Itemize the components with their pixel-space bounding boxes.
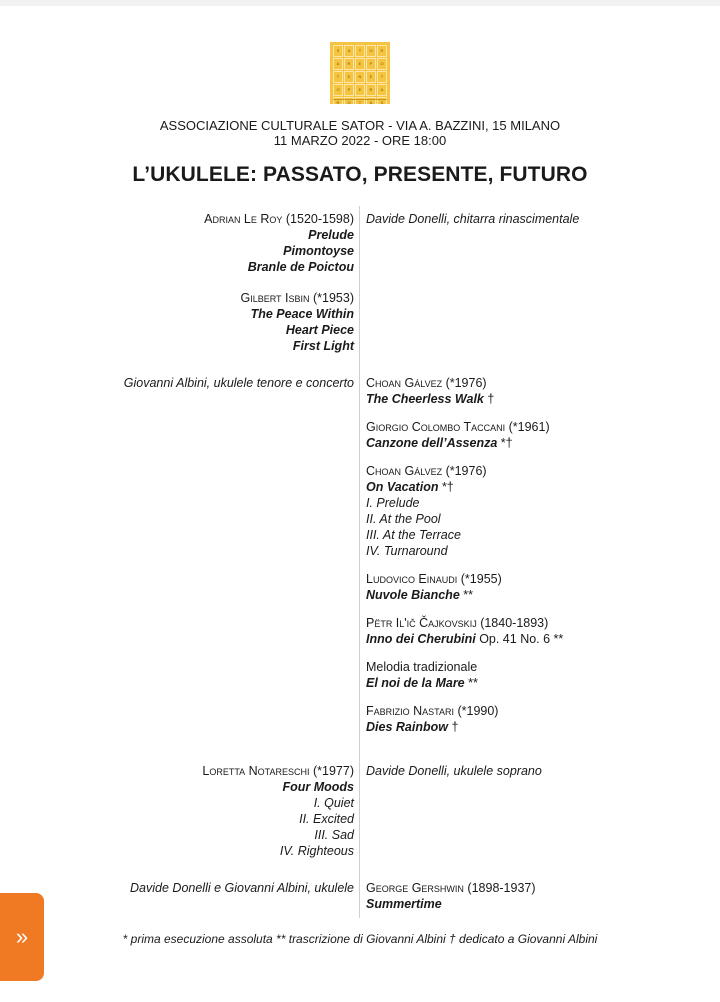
logo-cell: R xyxy=(333,97,343,109)
composer-block xyxy=(366,703,563,735)
composer-name: Fabrizio Nastari xyxy=(366,704,454,718)
composer-block xyxy=(366,419,563,451)
logo-cell: O xyxy=(344,97,354,109)
composer-name: Giorgio Colombo Taccani xyxy=(366,420,506,434)
logo-cell: R xyxy=(344,58,354,70)
piece-suffix: *† xyxy=(438,480,454,494)
section1-left xyxy=(204,211,354,354)
logo-cell: O xyxy=(366,45,376,57)
logo-cell: E xyxy=(366,71,376,83)
double-chevron-right-icon: » xyxy=(15,924,29,949)
section2-performer: Giovanni Albini, ukulele tenore e concerto xyxy=(123,376,354,390)
piece-suffix: ** xyxy=(464,676,478,690)
logo-cell: A xyxy=(366,97,376,109)
composer-dates: (*1961) xyxy=(508,420,550,434)
logo-cell: O xyxy=(333,84,343,96)
logo-cell: E xyxy=(355,58,365,70)
top-strip xyxy=(0,0,720,6)
composer-name: Ludovico Einaudi xyxy=(366,572,458,586)
movement: II. Excited xyxy=(299,812,354,826)
logo-cell: T xyxy=(333,71,343,83)
piece-title: Pimontoyse xyxy=(283,244,354,258)
logo-cell: P xyxy=(366,58,376,70)
piece-title: First Light xyxy=(292,339,354,353)
piece-title: Four Moods xyxy=(282,780,354,794)
composer-dates: (1520-1598) xyxy=(285,212,354,226)
movement: IV. Turnaround xyxy=(366,544,448,558)
piece-suffix: Op. 41 No. 6 ** xyxy=(475,632,564,646)
movement: I. Prelude xyxy=(366,496,420,510)
composer-block xyxy=(366,463,563,559)
composer-dates: (*1953) xyxy=(313,291,354,305)
logo-cell: P xyxy=(344,84,354,96)
piece-title: On Vacation xyxy=(366,480,439,494)
logo-cell: R xyxy=(377,45,387,57)
section4-right xyxy=(366,880,536,912)
composer-block xyxy=(366,615,563,647)
sator-logo xyxy=(330,42,390,104)
piece-title: The Cheerless Walk xyxy=(366,392,484,406)
composer-dates: (*1976) xyxy=(445,376,487,390)
concert-title: L’UKULELE: PASSATO, PRESENTE, FUTURO xyxy=(132,163,588,186)
movement: III. Sad xyxy=(314,828,354,842)
section4-performer: Davide Donelli e Giovanni Albini, ukulele xyxy=(130,881,354,895)
composer-dates: (*1976) xyxy=(445,464,487,478)
logo-cell: O xyxy=(377,58,387,70)
next-page-button[interactable] xyxy=(0,893,44,981)
composer-name-plain: Melodia tradizionale xyxy=(366,660,478,674)
composer-block xyxy=(204,290,354,354)
piece-suffix: † xyxy=(447,720,459,734)
composer-name: Gilbert Isbin xyxy=(240,291,310,305)
logo-cell: T xyxy=(355,97,365,109)
logo-cell: S xyxy=(333,45,343,57)
movement: I. Quiet xyxy=(313,796,354,810)
logo-cell: S xyxy=(377,97,387,109)
composer-name: Loretta Notareschi xyxy=(202,764,310,778)
column-divider xyxy=(359,206,360,918)
piece-title: Branle de Poictou xyxy=(247,260,354,274)
piece-title: Inno dei Cherubini xyxy=(366,632,476,646)
composer-dates: (1840-1893) xyxy=(480,616,549,630)
piece-title: Heart Piece xyxy=(285,323,354,337)
piece-title: The Peace Within xyxy=(250,307,354,321)
section2-right xyxy=(366,375,563,735)
composer-block xyxy=(204,211,354,275)
logo-cell: T xyxy=(355,45,365,57)
venue-line: ASSOCIAZIONE CULTURALE SATOR - VIA A. BAZZINI, 15 MILANO xyxy=(159,118,561,133)
composer-dates: (*1977) xyxy=(313,764,354,778)
logo-caption-line xyxy=(333,99,387,103)
section3-performer: Davide Donelli, ukulele soprano xyxy=(366,764,542,778)
composer-name: George Gershwin xyxy=(366,881,464,895)
composer-name: Choan Gálvez xyxy=(366,464,443,478)
piece-title: Nuvole Bianche xyxy=(366,588,460,602)
logo-cell: E xyxy=(344,71,354,83)
movement: III. At the Terrace xyxy=(366,528,461,542)
piece-title: Dies Rainbow xyxy=(366,720,448,734)
logo-grid xyxy=(333,45,387,105)
composer-name: Adrian Le Roy xyxy=(204,212,283,226)
composer-block xyxy=(366,659,563,691)
composer-name: Choan Gálvez xyxy=(366,376,443,390)
logo-cell: A xyxy=(333,58,343,70)
composer-block xyxy=(366,571,563,603)
piece-suffix: † xyxy=(483,392,495,406)
composer-name: Pëtr Il'ič Čajkovskij xyxy=(366,616,477,630)
logo-cell: T xyxy=(377,71,387,83)
piece-title: Prelude xyxy=(308,228,354,242)
section3-left xyxy=(202,763,354,859)
piece-title: Canzone dell’Assenza xyxy=(366,436,498,450)
logo-cell: R xyxy=(366,84,376,96)
composer-dates: (1898-1937) xyxy=(467,881,536,895)
logo-cell: A xyxy=(377,84,387,96)
logo-cell: A xyxy=(344,45,354,57)
composer-dates: (*1990) xyxy=(457,704,499,718)
logo-cell: E xyxy=(355,84,365,96)
section1-performer: Davide Donelli, chitarra rinascimentale xyxy=(366,212,580,226)
movement: IV. Righteous xyxy=(279,844,354,858)
piece-title: Summertime xyxy=(366,897,442,911)
logo-cell: N xyxy=(355,71,365,83)
composer-dates: (*1955) xyxy=(460,572,502,586)
movement: II. At the Pool xyxy=(366,512,441,526)
piece-suffix: *† xyxy=(497,436,513,450)
footnote: * prima esecuzione assoluta ** trascrizione di Giovanni Albini † dedicato a Giovanni Albini xyxy=(122,932,598,946)
date-line: 11 MARZO 2022 - ORE 18:00 xyxy=(273,133,447,148)
composer-block xyxy=(366,375,563,407)
piece-title: El noi de la Mare xyxy=(366,676,465,690)
piece-suffix: ** xyxy=(459,588,473,602)
